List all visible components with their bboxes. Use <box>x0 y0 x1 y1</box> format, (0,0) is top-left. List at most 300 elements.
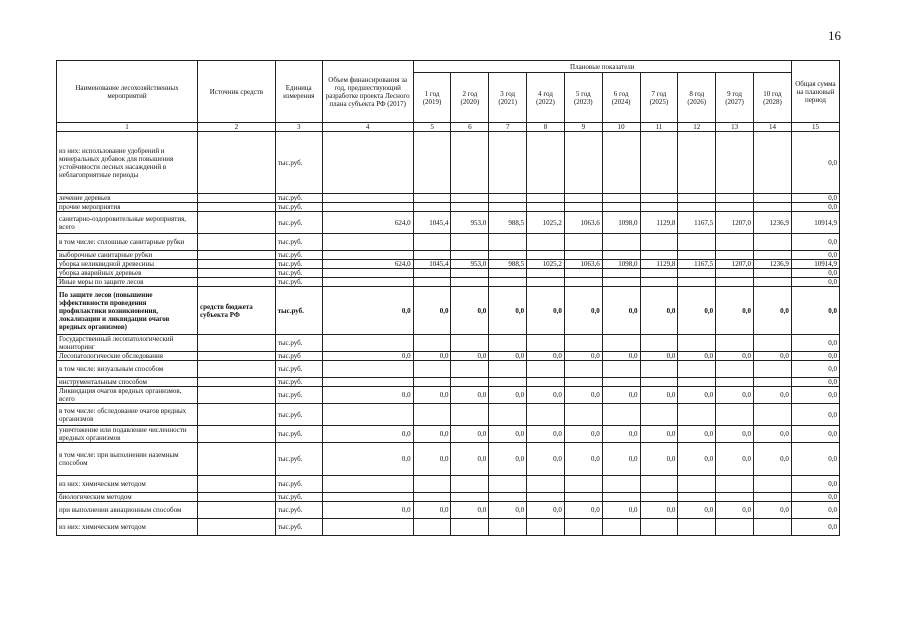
row-value: 0,0 <box>602 352 640 361</box>
row-value <box>413 132 451 194</box>
column-number: 11 <box>640 123 678 132</box>
row-total: 0,0 <box>791 493 839 502</box>
header-source: Источник средств <box>198 61 276 123</box>
header-year-10: 10 год (2028) <box>753 73 791 123</box>
row-value <box>602 493 640 502</box>
row-value: 0,0 <box>489 287 527 335</box>
row-unit: тыс.руб. <box>275 194 322 203</box>
row-value <box>640 251 678 260</box>
row-value: 0,0 <box>527 502 565 519</box>
row-value: 0,0 <box>451 352 489 361</box>
column-number: 6 <box>451 123 489 132</box>
row-value: 0,0 <box>564 443 602 476</box>
row-source <box>198 194 276 203</box>
row-value: 0,0 <box>451 426 489 443</box>
header-year-8: 8 год (2026) <box>678 73 716 123</box>
row-value <box>602 278 640 287</box>
column-number: 7 <box>489 123 527 132</box>
row-value <box>451 132 489 194</box>
row-name: в том числе: сплошные санитарные рубки <box>57 234 198 251</box>
row-unit: тыс.руб. <box>275 278 322 287</box>
row-value <box>753 194 791 203</box>
row-volume: 624,0 <box>322 260 413 269</box>
row-value <box>413 203 451 212</box>
row-value <box>716 493 754 502</box>
row-total: 10914,9 <box>791 212 839 234</box>
column-number: 4 <box>322 123 413 132</box>
row-value <box>527 404 565 426</box>
row-value <box>564 335 602 352</box>
row-unit: тыс.руб. <box>275 502 322 519</box>
table-row <box>57 269 840 278</box>
row-value: 0,0 <box>489 443 527 476</box>
row-value: 0,0 <box>602 387 640 404</box>
row-volume <box>322 476 413 493</box>
table-row <box>57 378 840 387</box>
row-value: 0,0 <box>716 387 754 404</box>
row-value: 0,0 <box>527 443 565 476</box>
row-total: 0,0 <box>791 335 839 352</box>
header-year-6: 6 год (2024) <box>602 73 640 123</box>
row-total: 0,0 <box>791 203 839 212</box>
row-value <box>716 361 754 378</box>
row-value <box>716 234 754 251</box>
row-value: 0,0 <box>678 287 716 335</box>
row-value: 0,0 <box>753 443 791 476</box>
row-value <box>678 251 716 260</box>
header-year-5: 5 год (2023) <box>564 73 602 123</box>
table-row <box>57 194 840 203</box>
row-value <box>640 269 678 278</box>
header-total: Общая сумма на плановый период <box>791 61 839 123</box>
row-name: в том числе: обследование очагов вредных организмов <box>57 404 198 426</box>
row-value: 1025,2 <box>527 212 565 234</box>
row-value: 0,0 <box>527 352 565 361</box>
row-name: выборочные санитарные рубки <box>57 251 198 260</box>
row-value <box>527 519 565 536</box>
row-total: 0,0 <box>791 443 839 476</box>
row-value <box>564 404 602 426</box>
row-name: уборка аварийных деревьев <box>57 269 198 278</box>
row-total: 0,0 <box>791 194 839 203</box>
row-value <box>564 203 602 212</box>
row-value <box>716 132 754 194</box>
row-value <box>489 203 527 212</box>
header-unit: Единица измерения <box>275 61 322 123</box>
row-value <box>489 519 527 536</box>
row-value: 0,0 <box>716 502 754 519</box>
row-value: 0,0 <box>564 502 602 519</box>
row-value <box>678 378 716 387</box>
row-value <box>678 361 716 378</box>
row-value <box>413 519 451 536</box>
row-value <box>602 132 640 194</box>
row-value: 1207,0 <box>716 260 754 269</box>
row-volume <box>322 519 413 536</box>
header-planned: Плановые показатели <box>413 61 791 73</box>
row-value <box>451 335 489 352</box>
row-name: Иные меры по защите лесов <box>57 278 198 287</box>
row-total: 0,0 <box>791 287 839 335</box>
row-unit: тыс.руб. <box>275 269 322 278</box>
row-source <box>198 426 276 443</box>
table-row <box>57 352 840 361</box>
row-total: 0,0 <box>791 502 839 519</box>
row-unit: тыс.руб. <box>275 476 322 493</box>
row-value <box>716 476 754 493</box>
row-value: 0,0 <box>451 387 489 404</box>
row-value <box>489 194 527 203</box>
row-total: 0,0 <box>791 404 839 426</box>
row-total: 0,0 <box>791 378 839 387</box>
row-value <box>678 278 716 287</box>
row-value <box>753 476 791 493</box>
row-value <box>602 519 640 536</box>
row-value <box>753 278 791 287</box>
row-source <box>198 519 276 536</box>
row-value: 1236,9 <box>753 260 791 269</box>
row-value <box>527 361 565 378</box>
row-value <box>716 278 754 287</box>
row-value <box>640 234 678 251</box>
row-value <box>413 361 451 378</box>
row-unit: тыс.руб. <box>275 287 322 335</box>
row-value <box>716 251 754 260</box>
row-total: 0,0 <box>791 476 839 493</box>
row-value: 1129,8 <box>640 212 678 234</box>
row-value <box>753 378 791 387</box>
column-number: 1 <box>57 123 198 132</box>
row-value: 0,0 <box>489 352 527 361</box>
row-value: 0,0 <box>413 387 451 404</box>
row-source <box>198 404 276 426</box>
row-volume: 624,0 <box>322 212 413 234</box>
row-value: 1129,8 <box>640 260 678 269</box>
row-value <box>640 519 678 536</box>
row-source <box>198 502 276 519</box>
row-name: санитарно-оздоровительные мероприятия, всего <box>57 212 198 234</box>
row-value <box>413 269 451 278</box>
row-value: 1063,6 <box>564 260 602 269</box>
row-value <box>640 476 678 493</box>
row-value <box>451 251 489 260</box>
row-value: 1045,4 <box>413 260 451 269</box>
row-value <box>527 234 565 251</box>
row-value <box>753 234 791 251</box>
row-unit: тыс.руб. <box>275 203 322 212</box>
row-unit: тыс.руб. <box>275 519 322 536</box>
row-value <box>451 194 489 203</box>
row-value <box>678 404 716 426</box>
row-value: 0,0 <box>413 352 451 361</box>
row-value <box>678 519 716 536</box>
row-source: средств бюджета субъекта РФ <box>198 287 276 335</box>
table-row <box>57 260 840 269</box>
row-value: 1207,0 <box>716 212 754 234</box>
row-value <box>451 234 489 251</box>
row-value <box>413 234 451 251</box>
row-value <box>640 493 678 502</box>
row-value: 0,0 <box>489 387 527 404</box>
table-row <box>57 212 840 234</box>
row-value: 0,0 <box>753 502 791 519</box>
row-value <box>753 404 791 426</box>
row-name: инструментальным способом <box>57 378 198 387</box>
row-source <box>198 234 276 251</box>
row-unit: тыс.руб. <box>275 361 322 378</box>
header-year-3: 3 год (2021) <box>489 73 527 123</box>
row-value <box>602 203 640 212</box>
row-value <box>451 493 489 502</box>
row-value <box>753 251 791 260</box>
row-value <box>413 493 451 502</box>
row-value <box>602 335 640 352</box>
row-unit: тыс.руб <box>275 352 322 361</box>
row-value <box>489 476 527 493</box>
row-unit: тыс.руб. <box>275 234 322 251</box>
row-source <box>198 443 276 476</box>
row-total: 0,0 <box>791 387 839 404</box>
row-total: 0,0 <box>791 519 839 536</box>
row-value <box>489 361 527 378</box>
table-row <box>57 426 840 443</box>
row-volume <box>322 335 413 352</box>
column-number: 3 <box>275 123 322 132</box>
column-number: 14 <box>753 123 791 132</box>
row-value <box>451 269 489 278</box>
row-value <box>564 278 602 287</box>
row-value <box>413 335 451 352</box>
table-row <box>57 335 840 352</box>
row-value <box>678 493 716 502</box>
row-value: 0,0 <box>451 502 489 519</box>
row-value <box>640 194 678 203</box>
row-value <box>640 203 678 212</box>
row-value: 953,0 <box>451 212 489 234</box>
table-row <box>57 519 840 536</box>
row-volume <box>322 234 413 251</box>
row-value <box>489 251 527 260</box>
row-value <box>716 335 754 352</box>
row-value: 0,0 <box>716 352 754 361</box>
row-value <box>413 404 451 426</box>
row-value <box>716 194 754 203</box>
row-name: уничтожение или подавление численности вредных организмов <box>57 426 198 443</box>
row-value: 1025,2 <box>527 260 565 269</box>
row-unit: тыс.руб. <box>275 251 322 260</box>
row-source <box>198 132 276 194</box>
row-value <box>678 132 716 194</box>
table-row <box>57 132 840 194</box>
row-volume: 0,0 <box>322 387 413 404</box>
row-value: 0,0 <box>678 502 716 519</box>
row-name: По защите лесов (повышение эффективности проведения профилактики возникновения, локализации и ликвидации очагов вредных организмов) <box>57 287 198 335</box>
row-value <box>451 476 489 493</box>
row-source <box>198 361 276 378</box>
table-row <box>57 287 840 335</box>
row-value: 0,0 <box>527 287 565 335</box>
page-number: 16 <box>828 28 841 43</box>
row-value: 0,0 <box>678 352 716 361</box>
row-value <box>678 335 716 352</box>
row-value: 0,0 <box>640 502 678 519</box>
row-volume <box>322 269 413 278</box>
row-value <box>602 194 640 203</box>
row-value <box>564 132 602 194</box>
row-value <box>413 194 451 203</box>
row-value <box>640 335 678 352</box>
row-value: 0,0 <box>716 443 754 476</box>
row-value <box>640 378 678 387</box>
row-value <box>489 404 527 426</box>
row-value: 0,0 <box>678 387 716 404</box>
row-value <box>527 476 565 493</box>
row-value: 1236,9 <box>753 212 791 234</box>
forest-measures-table <box>56 60 840 536</box>
row-value: 0,0 <box>489 502 527 519</box>
row-source <box>198 476 276 493</box>
header-year-4: 4 год (2022) <box>527 73 565 123</box>
row-volume <box>322 278 413 287</box>
row-name: прочие мероприятия <box>57 203 198 212</box>
row-value <box>640 278 678 287</box>
row-value <box>602 361 640 378</box>
table-row <box>57 203 840 212</box>
row-value <box>413 378 451 387</box>
table-row <box>57 404 840 426</box>
row-source <box>198 203 276 212</box>
row-value: 0,0 <box>602 502 640 519</box>
row-value <box>489 378 527 387</box>
row-value: 1098,0 <box>602 260 640 269</box>
column-number: 5 <box>413 123 451 132</box>
row-value: 1167,5 <box>678 212 716 234</box>
row-value <box>451 361 489 378</box>
row-source <box>198 378 276 387</box>
row-value <box>678 269 716 278</box>
row-total: 0,0 <box>791 278 839 287</box>
column-number: 12 <box>678 123 716 132</box>
row-volume <box>322 378 413 387</box>
row-value: 0,0 <box>413 443 451 476</box>
row-name: Государственный лесопатологический мониторинг <box>57 335 198 352</box>
row-name: из них: использование удобрений и минеральных добавок для повышения устойчивости лесных насаждений в неблагоприятные периоды <box>57 132 198 194</box>
row-value <box>489 269 527 278</box>
row-value <box>753 361 791 378</box>
table-row <box>57 502 840 519</box>
row-value <box>564 361 602 378</box>
row-volume <box>322 194 413 203</box>
row-total: 0,0 <box>791 426 839 443</box>
row-value: 0,0 <box>564 387 602 404</box>
row-value: 0,0 <box>564 287 602 335</box>
row-value <box>716 404 754 426</box>
row-value <box>678 234 716 251</box>
row-value <box>564 251 602 260</box>
row-value <box>527 278 565 287</box>
row-name: Ликвидация очагов вредных организмов, всего <box>57 387 198 404</box>
row-source <box>198 387 276 404</box>
row-value <box>602 476 640 493</box>
header-year-9: 9 год (2027) <box>716 73 754 123</box>
row-value: 1098,0 <box>602 212 640 234</box>
row-value <box>753 203 791 212</box>
table-row <box>57 476 840 493</box>
table-row <box>57 361 840 378</box>
row-value <box>489 132 527 194</box>
row-value: 1167,5 <box>678 260 716 269</box>
header-name: Наименование лесохозяйственных мероприятий <box>57 61 198 123</box>
row-value <box>716 519 754 536</box>
row-unit: тыс.руб. <box>275 404 322 426</box>
row-value <box>451 404 489 426</box>
row-value <box>602 234 640 251</box>
row-value: 0,0 <box>678 426 716 443</box>
row-value: 0,0 <box>753 426 791 443</box>
row-value: 0,0 <box>413 502 451 519</box>
row-value <box>602 404 640 426</box>
table-row <box>57 493 840 502</box>
row-unit: тыс.руб. <box>275 493 322 502</box>
row-value <box>564 493 602 502</box>
row-volume: 0,0 <box>322 287 413 335</box>
row-value <box>716 269 754 278</box>
row-unit: тыс.руб. <box>275 335 322 352</box>
row-name: лечение деревьев <box>57 194 198 203</box>
row-value <box>564 269 602 278</box>
row-value <box>753 519 791 536</box>
row-value <box>640 404 678 426</box>
row-volume <box>322 132 413 194</box>
row-value <box>527 269 565 278</box>
row-value: 0,0 <box>564 426 602 443</box>
row-value: 0,0 <box>716 287 754 335</box>
row-value: 0,0 <box>716 426 754 443</box>
row-value <box>716 203 754 212</box>
row-value: 0,0 <box>640 426 678 443</box>
row-value <box>451 378 489 387</box>
column-number: 15 <box>791 123 839 132</box>
row-value <box>640 132 678 194</box>
row-total: 0,0 <box>791 234 839 251</box>
row-value <box>678 476 716 493</box>
row-total: 0,0 <box>791 269 839 278</box>
row-unit: тыс.руб. <box>275 426 322 443</box>
row-value: 988,5 <box>489 212 527 234</box>
row-volume <box>322 361 413 378</box>
row-value: 0,0 <box>640 387 678 404</box>
row-unit: тыс.руб. <box>275 132 322 194</box>
row-name: из них: химическим методом <box>57 476 198 493</box>
row-value: 0,0 <box>602 287 640 335</box>
row-total: 0,0 <box>791 352 839 361</box>
row-name: в том числе: при выполнении наземным способом <box>57 443 198 476</box>
row-value: 0,0 <box>451 287 489 335</box>
row-value: 0,0 <box>564 352 602 361</box>
row-value <box>527 132 565 194</box>
row-name: при выполнении авиационным способом <box>57 502 198 519</box>
row-volume: 0,0 <box>322 502 413 519</box>
row-value <box>451 278 489 287</box>
row-value <box>489 234 527 251</box>
row-value: 1063,6 <box>564 212 602 234</box>
row-value <box>602 251 640 260</box>
row-value: 988,5 <box>489 260 527 269</box>
row-value <box>451 519 489 536</box>
row-value <box>753 269 791 278</box>
row-name: в том числе: визуальным способом <box>57 361 198 378</box>
row-value <box>564 234 602 251</box>
